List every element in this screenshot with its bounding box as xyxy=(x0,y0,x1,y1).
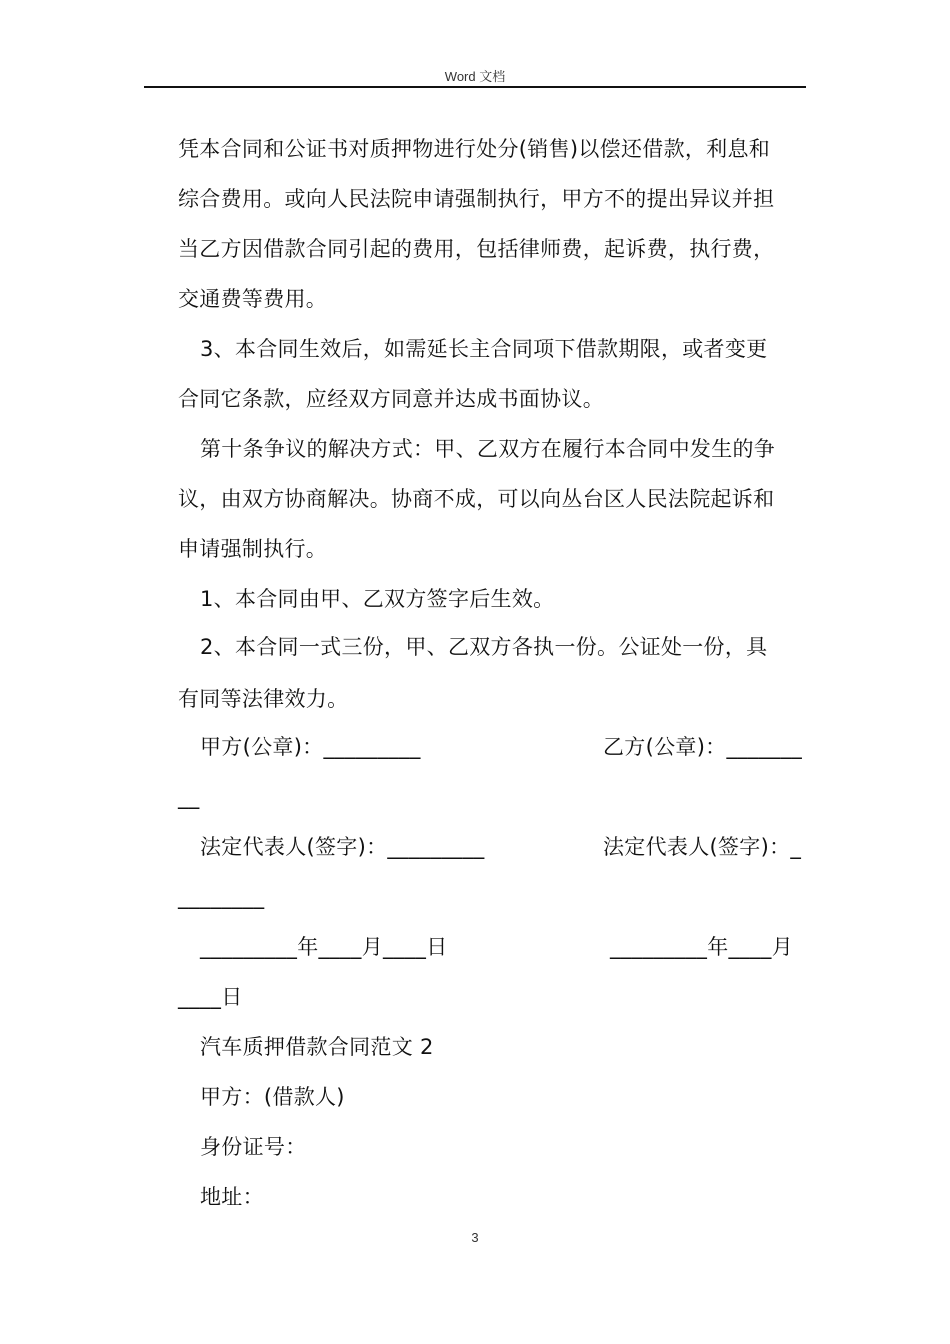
paragraph-line: 有同等法律效力。 xyxy=(178,687,349,711)
party-a-line: 甲方：(借款人) xyxy=(200,1085,345,1109)
section-title: 汽车质押借款合同范文 2 xyxy=(200,1035,434,1059)
page-number: 3 xyxy=(471,1230,479,1245)
paragraph-line: 凭本合同和公证书对质押物进行处分(销售)以偿还借款，利息和 xyxy=(178,137,771,161)
party-a-date: _________年____月____日 xyxy=(200,935,448,959)
party-b-date: _________年____月 xyxy=(610,935,793,959)
paragraph-line: 3、本合同生效后，如需延长主合同项下借款期限，或者变更 xyxy=(200,337,768,361)
paragraph-line: 第十条争议的解决方式：甲、乙双方在履行本合同中发生的争 xyxy=(200,437,776,461)
paragraph-line: 2、本合同一式三份，甲、乙双方各执一份。公证处一份，具 xyxy=(200,635,768,659)
party-b-seal: 乙方(公章)：_______ xyxy=(603,735,803,759)
party-b-date-cont: ____日 xyxy=(178,985,243,1009)
party-b-representative: 法定代表人(签字)：_ xyxy=(603,835,802,859)
page-header: Word 文档 xyxy=(444,69,506,84)
paragraph-line: 申请强制执行。 xyxy=(178,537,328,561)
address-line: 地址： xyxy=(200,1185,264,1209)
paragraph-line: 合同它条款，应经双方同意并达成书面协议。 xyxy=(178,387,604,411)
header-divider xyxy=(144,86,806,88)
party-a-representative: 法定代表人(签字)：_________ xyxy=(200,835,485,859)
id-number-line: 身份证号： xyxy=(200,1135,307,1159)
paragraph-line: 交通费等费用。 xyxy=(178,287,328,311)
paragraph-line: 当乙方因借款合同引起的费用，包括律师费，起诉费，执行费， xyxy=(178,237,775,261)
party-a-seal: 甲方(公章)：_________ xyxy=(200,735,421,759)
party-b-seal-cont: __ xyxy=(178,785,200,809)
paragraph-line: 综合费用。或向人民法院申请强制执行，甲方不的提出异议并担 xyxy=(178,187,775,211)
party-b-representative-cont: ________ xyxy=(178,885,265,909)
paragraph-line: 1、本合同由甲、乙双方签字后生效。 xyxy=(200,587,555,611)
paragraph-line: 议，由双方协商解决。协商不成，可以向丛台区人民法院起诉和 xyxy=(178,487,775,511)
